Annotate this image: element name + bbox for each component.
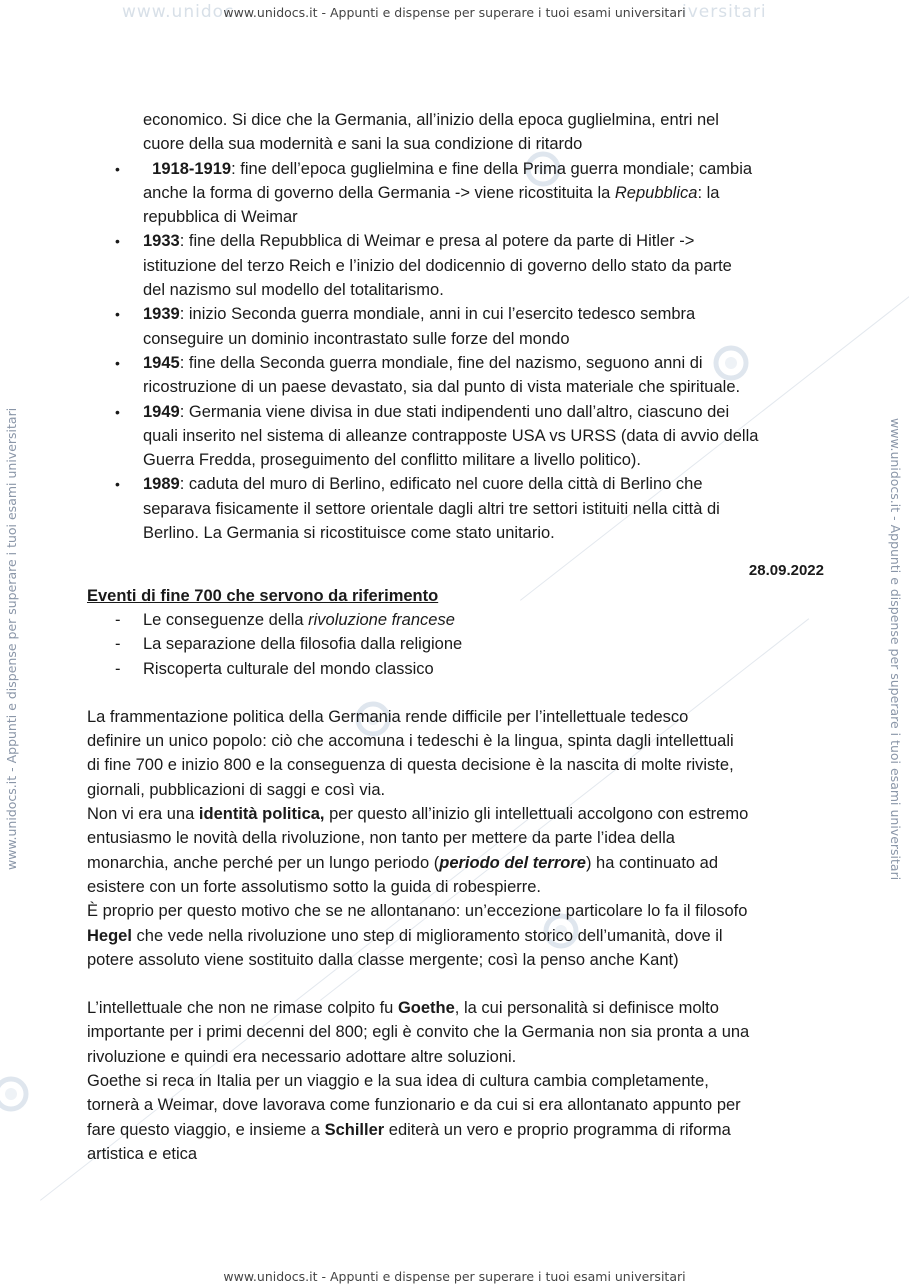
paragraph-line: [87, 1118, 827, 1142]
paragraph-line: tornerà a Weimar, dove lavorava come funzionario e da cui si era allontanato appunto per: [87, 1096, 741, 1115]
timeline-text: : fine della Seconda guerra mondiale, fine del nazismo, seguono anni di: [179, 353, 703, 372]
text-span: per questo all’inizio gli intellettuali accolgono con estremo: [324, 805, 749, 824]
bold-term: Schiller: [324, 1120, 385, 1139]
paragraph-line: rivoluzione e quindi era necessario adottare altre soluzioni.: [87, 1047, 517, 1066]
paragraph-line: entusiasmo le novità della rivoluzione, non tanto per mettere da parte l’idea della: [87, 829, 675, 848]
bullet-icon: •: [115, 160, 120, 177]
timeline-item: [87, 400, 827, 473]
watermark-header[interactable]: www.unidocs.it - Appunti e dispense per superare i tuoi esami universitari: [223, 5, 686, 20]
timeline-text: Guerra Fredda, proseguimento del conflitto militare a livello politico).: [143, 451, 641, 470]
text-span: editerà un vero e proprio programma di riforma: [384, 1120, 731, 1139]
text-span: ) ha continuato ad: [585, 853, 719, 872]
watermark-side-left: www.unidocs.it - Appunti e dispense per superare i tuoi esami universitari: [4, 407, 19, 870]
timeline-item: [87, 229, 827, 302]
paragraph-line: di fine 700 e inizio 800 e la conseguenza di questa decisione è la nascita di molte riviste,: [87, 756, 734, 775]
document-body: [87, 108, 827, 1166]
paragraph-line: La frammentazione politica della Germania rende difficile per l’intellettuale tedesco: [87, 707, 689, 726]
paragraph-line: esistere con un forte assolutismo sotto la guida di robespierre.: [87, 877, 541, 896]
list-item: [87, 632, 827, 656]
timeline-text: : fine dell’epoca guglielmina e fine della Prima guerra mondiale; cambia: [231, 159, 753, 178]
timeline-text: : Germania viene divisa in due stati indipendenti uno dall’altro, ciascuno dei: [179, 402, 730, 421]
text-span: L’intellettuale che non ne rimase colpito fu: [87, 999, 398, 1018]
paragraph-line: artistica e etica: [87, 1144, 198, 1163]
list-item-italic: rivoluzione francese: [308, 610, 455, 629]
paragraph-line: [87, 851, 827, 875]
timeline-text: del nazismo sul modello del totalitarismo.: [143, 281, 444, 300]
timeline-item: [87, 157, 827, 230]
bold-italic-term: periodo del terrore: [439, 853, 586, 872]
timeline-text: separava fisicamente il settore orientale dagli altri tre settori istituiti nella città di: [143, 499, 720, 518]
watermark-side-right: www.unidocs.it - Appunti e dispense per superare i tuoi esami universitari: [888, 418, 903, 881]
timeline-year: 1945: [143, 353, 180, 372]
text-span: monarchia, anche perché per un lungo periodo (: [87, 853, 440, 872]
bold-term: Hegel: [87, 926, 132, 945]
list-item: [87, 608, 827, 632]
paragraph-line: definire un unico popolo: ciò che accomuna i tedeschi è la lingua, spinta dagli intellettuali: [87, 732, 734, 751]
spacer: [87, 681, 827, 705]
bullet-icon: •: [115, 306, 120, 323]
dash-icon: -: [115, 610, 121, 629]
text-span: , la cui personalità si definisce molto: [454, 999, 719, 1018]
timeline-text: Berlino. La Germania si ricostituisce come stato unitario.: [143, 524, 555, 543]
list-item: [87, 657, 827, 681]
spacer: [87, 972, 827, 996]
timeline-year: 1933: [143, 232, 180, 251]
lecture-date: 28.09.2022: [748, 562, 824, 580]
paragraph-line: [87, 924, 827, 948]
timeline-year: 1989: [143, 475, 180, 494]
timeline-text: quali inserito nel sistema di alleanze contrapposte USA vs URSS (data di avvio della: [143, 426, 759, 445]
timeline-item: [87, 351, 827, 400]
unidocs-logo-icon: [0, 1075, 30, 1113]
text-span: Non vi era una: [87, 805, 199, 824]
bullet-icon: •: [115, 233, 120, 250]
timeline-text: : inizio Seconda guerra mondiale, anni in cui l’esercito tedesco sembra: [179, 305, 696, 324]
text-span: fare questo viaggio, e insieme a: [87, 1120, 325, 1139]
timeline-year: 1918-1919: [152, 159, 232, 178]
dash-icon: -: [115, 659, 121, 678]
paragraph-line: potere assoluto viene sostituito dalla classe mergente; così la penso anche Kant): [87, 950, 679, 969]
timeline-year: 1949: [143, 402, 180, 421]
paragraph-line: È proprio per questo motivo che se ne allontanano: un’eccezione particolare lo fa il filosofo: [87, 902, 748, 921]
timeline-text: : caduta del muro di Berlino, edificato nel cuore della città di Berlino che: [179, 475, 703, 494]
list-item-text: Riscoperta culturale del mondo classico: [143, 659, 434, 678]
intro-line: economico. Si dice che la Germania, all’inizio della epoca guglielmina, entri nel: [143, 111, 719, 129]
section-heading: Eventi di fine 700 che servono da riferimento: [87, 586, 439, 605]
timeline-text: : la: [697, 183, 720, 202]
paragraph-line: [87, 996, 827, 1020]
timeline-year: 1939: [143, 305, 180, 324]
paragraph-line: importante per i primi decenni del 800; egli è convito che la Germania non sia pronta a una: [87, 1023, 750, 1042]
paragraph-line: [87, 802, 827, 826]
timeline-text: conseguire un dominio incontrastato sulle forze del mondo: [143, 329, 570, 348]
timeline-text: istituzione del terzo Reich e l’inizio del dodicennio di governo dello stato da parte: [143, 256, 732, 275]
bold-term: Goethe: [397, 999, 455, 1018]
timeline-item: [87, 472, 827, 545]
timeline-text: : fine della Repubblica di Weimar e presa al potere da parte di Hitler ->: [179, 232, 695, 251]
timeline-text: ricostruzione di un paese devastato, sia dal punto di vista materiale che spirituale.: [143, 378, 741, 397]
timeline-text: anche la forma di governo della Germania -> viene ricostituita la: [143, 183, 615, 202]
list-item-text: Le conseguenze della: [143, 610, 309, 629]
timeline-item: [87, 302, 827, 351]
intro-line: cuore della sua modernità e sani la sua condizione di ritardo: [143, 135, 583, 154]
timeline-italic: Repubblica: [614, 183, 698, 202]
text-span: che vede nella rivoluzione uno step di miglioramento storico dell’umanità, dove il: [131, 926, 723, 945]
timeline-text: repubblica di Weimar: [143, 208, 298, 227]
watermark-ghost-left: www.unidoc: [122, 2, 235, 22]
watermark-ghost-right: iversitari: [682, 2, 767, 22]
bullet-icon: •: [115, 354, 120, 371]
bold-term: identità politica,: [198, 805, 325, 824]
paragraph-line: giornali, pubblicazioni di saggi e così via.: [87, 780, 386, 799]
bullet-icon: •: [115, 476, 120, 493]
paragraph-line: Goethe si reca in Italia per un viaggio e la sua idea di cultura cambia completamente,: [87, 1071, 709, 1090]
bullet-icon: •: [115, 403, 120, 420]
dash-icon: -: [115, 635, 121, 654]
watermark-footer[interactable]: www.unidocs.it - Appunti e dispense per superare i tuoi esami universitari: [223, 1269, 686, 1284]
list-item-text: La separazione della filosofia dalla religione: [143, 635, 463, 654]
